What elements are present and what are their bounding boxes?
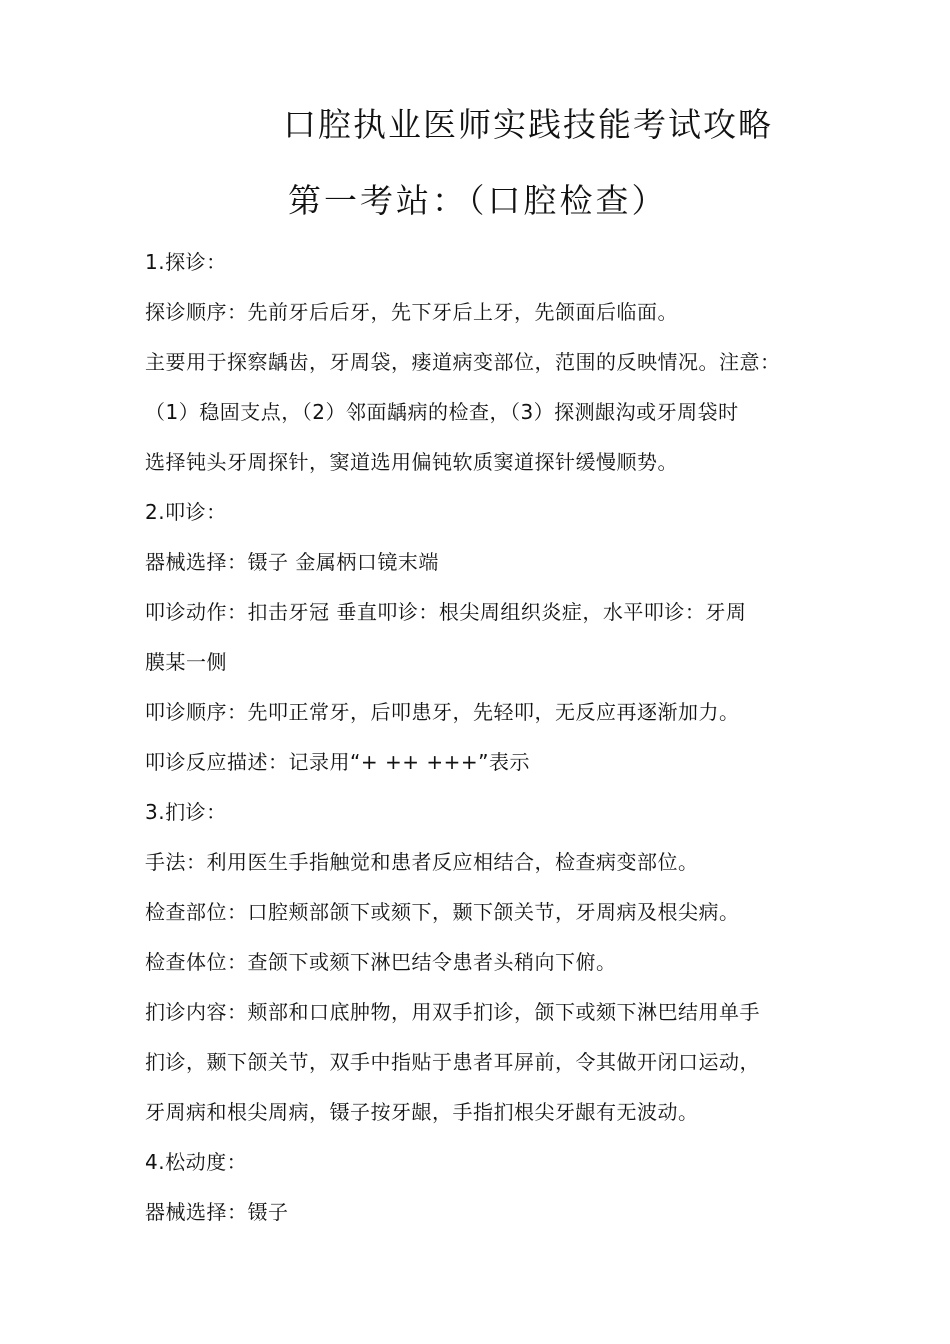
paragraph-line: 器械选择：镊子	[145, 1200, 289, 1224]
paragraph-line: 叩诊动作：扣击牙冠 垂直叩诊：根尖周组织炎症，水平叩诊：牙周	[145, 600, 747, 624]
paragraph-line: 叩诊反应描述：记录用“+ ++ +++”表示	[145, 750, 530, 774]
paragraph-line: 扪诊，颞下颌关节，双手中指贴于患者耳屏前，令其做开闭口运动，	[145, 1050, 760, 1074]
document-body	[145, 237, 810, 1237]
paragraph-line: （1）稳固支点，（2）邻面龋病的检查，（3）探测龈沟或牙周袋时	[145, 400, 739, 424]
paragraph-line: 牙周病和根尖周病，镊子按牙龈，手指扪根尖牙龈有无波动。	[145, 1100, 699, 1124]
paragraph-line: 检查体位：查颌下或颏下淋巴结令患者头稍向下俯。	[145, 950, 617, 974]
document-title: 口腔执业医师实践技能考试攻略	[283, 105, 773, 144]
paragraph-line: 检查部位：口腔颊部颌下或颏下，颞下颌关节，牙周病及根尖病。	[145, 900, 740, 924]
paragraph-line: 主要用于探察龋齿，牙周袋，瘘道病变部位，范围的反映情况。注意：	[145, 350, 781, 374]
paragraph-line: 器械选择：镊子 金属柄口镜末端	[145, 550, 439, 574]
section-heading-palpation: 3.扪诊：	[145, 800, 227, 824]
paragraph-line: 叩诊顺序：先叩正常牙，后叩患牙，先轻叩，无反应再逐渐加力。	[145, 700, 740, 724]
section-heading-percussion: 2.叩诊：	[145, 500, 227, 524]
section-heading-probing: 1.探诊：	[145, 250, 227, 274]
paragraph-line: 膜某一侧	[145, 650, 227, 674]
paragraph-line: 选择钝头牙周探针，窦道选用偏钝软质窦道探针缓慢顺势。	[145, 450, 678, 474]
paragraph-line: 扪诊内容：颊部和口底肿物，用双手扪诊，颌下或颏下淋巴结用单手	[145, 1000, 760, 1024]
section-heading-mobility: 4.松动度：	[145, 1150, 248, 1174]
paragraph-line: 手法：利用医生手指触觉和患者反应相结合，检查病变部位。	[145, 850, 699, 874]
paragraph-line: 探诊顺序：先前牙后后牙，先下牙后上牙，先颌面后临面。	[145, 300, 678, 324]
document-subtitle: 第一考站：（口腔检查）	[288, 181, 668, 220]
